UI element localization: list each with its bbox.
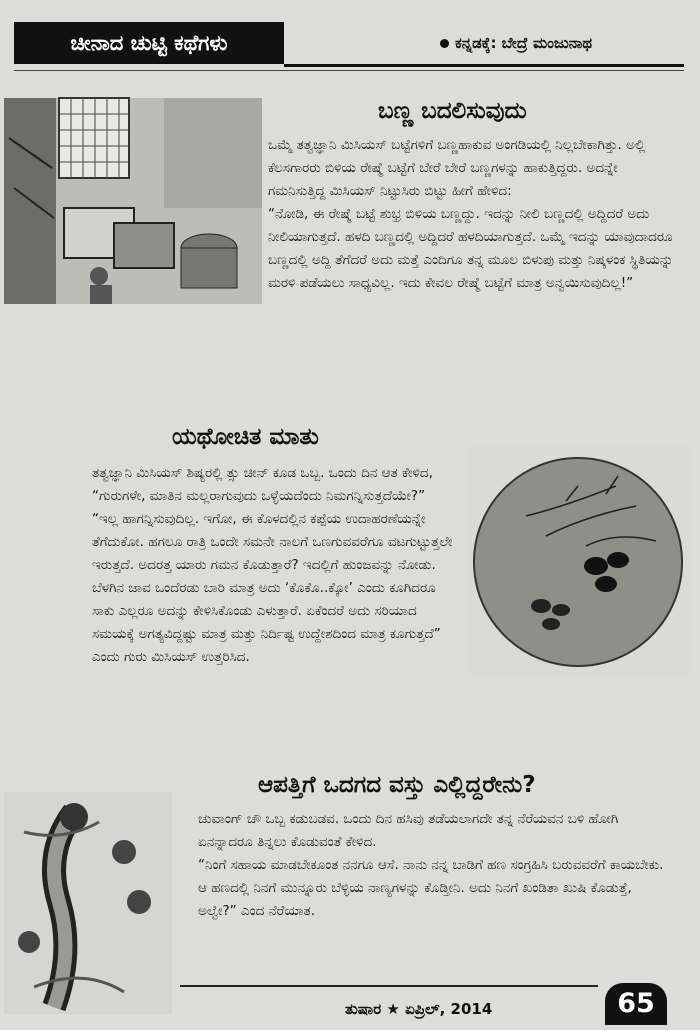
story-body-3: ಚುವಾಂಗ್ ಚೌ ಒಬ್ಬ ಕಡುಬಡವ. ಒಂದು ದಿನ ಹಸಿವು ತಡೆಯಲಾಗದೇ ತನ್ನ ನೆರೆಯವನ ಬಳಿ ಹೋಗಿ ಏನನ್ನಾದರೂ ತಿನ್ನಲು ಕೊಡುವಂತೆ ಕೇಳಿದ. “ನಿಂಗೆ ಸಹಾಯ ಮಾಡಬೇಕೂಂತ ನನಗೂ ಆಸೆ. ನಾನು ನನ್ನ ಬಾಡಿಗೆ ಹಣ ಸಂಗ್ರಹಿಸಿ ಬರುವವರೆಗೆ ಕಾಯಬೇಕು. ಆ ಹಣದಲ್ಲಿ ನಿನಗೆ ಮುನ್ನೂರು ಬೆಳ್ಳಿಯ ನಾಣ್ಯಗಳನ್ನು ಕೊಡ್ತೀನಿ. ಅದು ನಿನಗೆ ಖಂಡಿತಾ ಖುಷಿ ಕೊಡುತ್ತೆ, ಅಲ್ವೇ?” ಎಂದ ನೆರೆಯಾತ.: [198, 811, 664, 919]
footer-rule: [180, 985, 598, 987]
header-underline: [14, 70, 684, 71]
footer: [345, 1000, 492, 1018]
round-painting-illustration: [466, 446, 690, 678]
magazine-name: ತುಷಾರ: [345, 1000, 382, 1018]
page-number: 65: [605, 983, 667, 1025]
section-title: ಚೀನಾದ ಚುಟ್ಟಿ ಕಥೆಗಳು: [14, 22, 284, 64]
story-title-1: ಬಣ್ಣ ಬದಲಿಸುವುದು: [378, 98, 527, 124]
bullet-icon: [440, 39, 449, 48]
header-rule: [284, 64, 684, 67]
dye-workshop-illustration: [4, 98, 262, 304]
translator-text: ಕನ್ನಡಕ್ಕೆ: ಬೇದ್ರೆ ಮಂಜುನಾಥ: [455, 34, 593, 52]
translator-credit: [440, 34, 592, 52]
story-title-2: ಯಥೋಚಿತ ಮಾತು: [172, 424, 319, 450]
story-body-1a: ಒಮ್ಮೆ ತತ್ವಜ್ಞಾನಿ ಮಿಸಿಯಸ್ ಬಟ್ಟೆಗಳಿಗೆ ಬಣ್ಣಹಾಕುವ ಅಂಗಡಿಯಲ್ಲಿ ನಿಲ್ಲಬೇಕಾಗಿತ್ತು. ಅಲ್ಲಿ ಕೆಲಸಗಾರರು ಬಿಳಿಯ ರೇಷ್ಮೆ ಬಟ್ಟೆಗೆ ಬೇರೆ ಬೇರೆ ಬಣ್ಣಗಳನ್ನು ಹಾಕುತ್ತಿದ್ದರು. ಅದನ್ನೇ ಗಮನಿಸುತ್ತಿದ್ದ ಮಿಸಿಯಸ್ ನಿಟ್ಟುಸಿರು ಬಿಟ್ಟು ಹೀಗೆ ಹೇಳಿದ: “ನೋಡಿ, ಈ ರೇಷ್ಮೆ ಬಟ್ಟೆ ಶುಭ್ರ ಬಿಳಿಯ ಬಣ್ಣದ್ದು. ಇದನ್ನು ನೀಲಿ ಬಣ್ಣದಲ್ಲಿ ಅದ್ದಿದರೆ ಅದು ನೀಲಿಯಾಗುತ್ತದೆ. ಹಳದಿ ಬಣ್ಣದಲ್ಲಿ ಅದ್ದಿದರೆ ಹಳದಿಯಾಗುತ್ತದೆ. ಒಮ್ಮೆ ಇದನ್ನು ಯಾವುದಾದರೂ ಬಣ್ಣದಲ್ಲಿ ಅದ್ದಿ ತೆಗೆದರೆ ಅದು ಮತ್ತೆ ಎಂದಿಗೂ ತನ್ನ ಮೂಲ ಬಿಳುಪು ಮತ್ತು ನಿಷ್ಕಳಂಕ ಸ್ಥಿತಿಯನ್ನು ಮರಳಿ ಪಡೆಯಲು ಸಾಧ್ಯವಿಲ್ಲ. ಇದು ಕೇವಲ ರೇಷ್ಮೆ ಬಟ್ಟೆಗೆ ಮಾತ್ರ ಅನ್ವಯಿಸುವುದಿಲ್ಲ!”: [268, 137, 674, 291]
story-title-3: ಆಪತ್ತಿಗೆ ಒದಗದ ವಸ್ತು ಎಲ್ಲಿದ್ದರೇನು?: [258, 772, 536, 798]
story-body-2: ತತ್ವಜ್ಞಾನಿ ಮಿಸಿಯಸ್ ಶಿಷ್ಯರಲ್ಲಿ ತ್ಸು ಚೀನ್ ಕೂಡ ಒಬ್ಬ. ಒಂದು ದಿನ ಆತ ಕೇಳಿದ, “ಗುರುಗಳೇ, ಮಾತಿನ ಮಲ್ಲರಾಗುವುದು ಒಳ್ಳೆಯದೆಂದು ನಿಮಗನ್ನಿಸುತ್ತದೆಯೇ?” “ಇಲ್ಲ ಹಾಗನ್ನಿಸುವುದಿಲ್ಲ. ಇಗೋ, ಈ ಕೊಳದಲ್ಲಿನ ಕಪ್ಪೆಯ ಉದಾಹರಣೆಯನ್ನೇ ತೆಗೆದುಕೋ. ಹಗಲೂ ರಾತ್ರಿ ಒಂದೇ ಸಮನೇ ನಾಲಗೆ ಒಣಗುವವರೆಗೂ ವಟಗುಟ್ಟುತ್ತಲೇ ಇರುತ್ತದೆ. ಅದರತ್ತ ಯಾರು ಗಮನ ಕೊಡುತ್ತಾರೆ? ಇದಲ್ಲಿಗೆ ಹುಂಜವನ್ನು ನೋಡು. ಬೆಳಗಿನ ಜಾವ ಒಂದೆರಡು ಬಾರಿ ಮಾತ್ರ ಅದು ‘ಕೊಕೊ..ಕ್ಕೋ’ ಎಂದು ಕೂಗಿದರೂ ಸಾಕು ಎಲ್ಲರೂ ಅದನ್ನು ಕೇಳಿಸಿಕೊಂಡು ಎಳುತ್ತಾರೆ. ಏಕೆಂದರೆ ಅದು ಸರಿಯಾದ ಸಮಯಕ್ಕೆ ಅಗತ್ಯವಿದ್ದಷ್ಟು ಮಾತ್ರ ಮತ್ತು ನಿರ್ದಿಷ್ಟ ಉದ್ದೇಶದಿಂದ ಮಾತ್ರ ಕೂಗುತ್ತದೆ” ಎಂದು ಗುರು ಮಿಸಿಯಸ್ ಉತ್ತರಿಸಿದ.: [92, 465, 453, 665]
koi-fish-illustration: [4, 792, 172, 1014]
star-icon: ★: [386, 1000, 400, 1018]
issue-date: ಏಪ್ರಿಲ್, 2014: [405, 1000, 493, 1018]
